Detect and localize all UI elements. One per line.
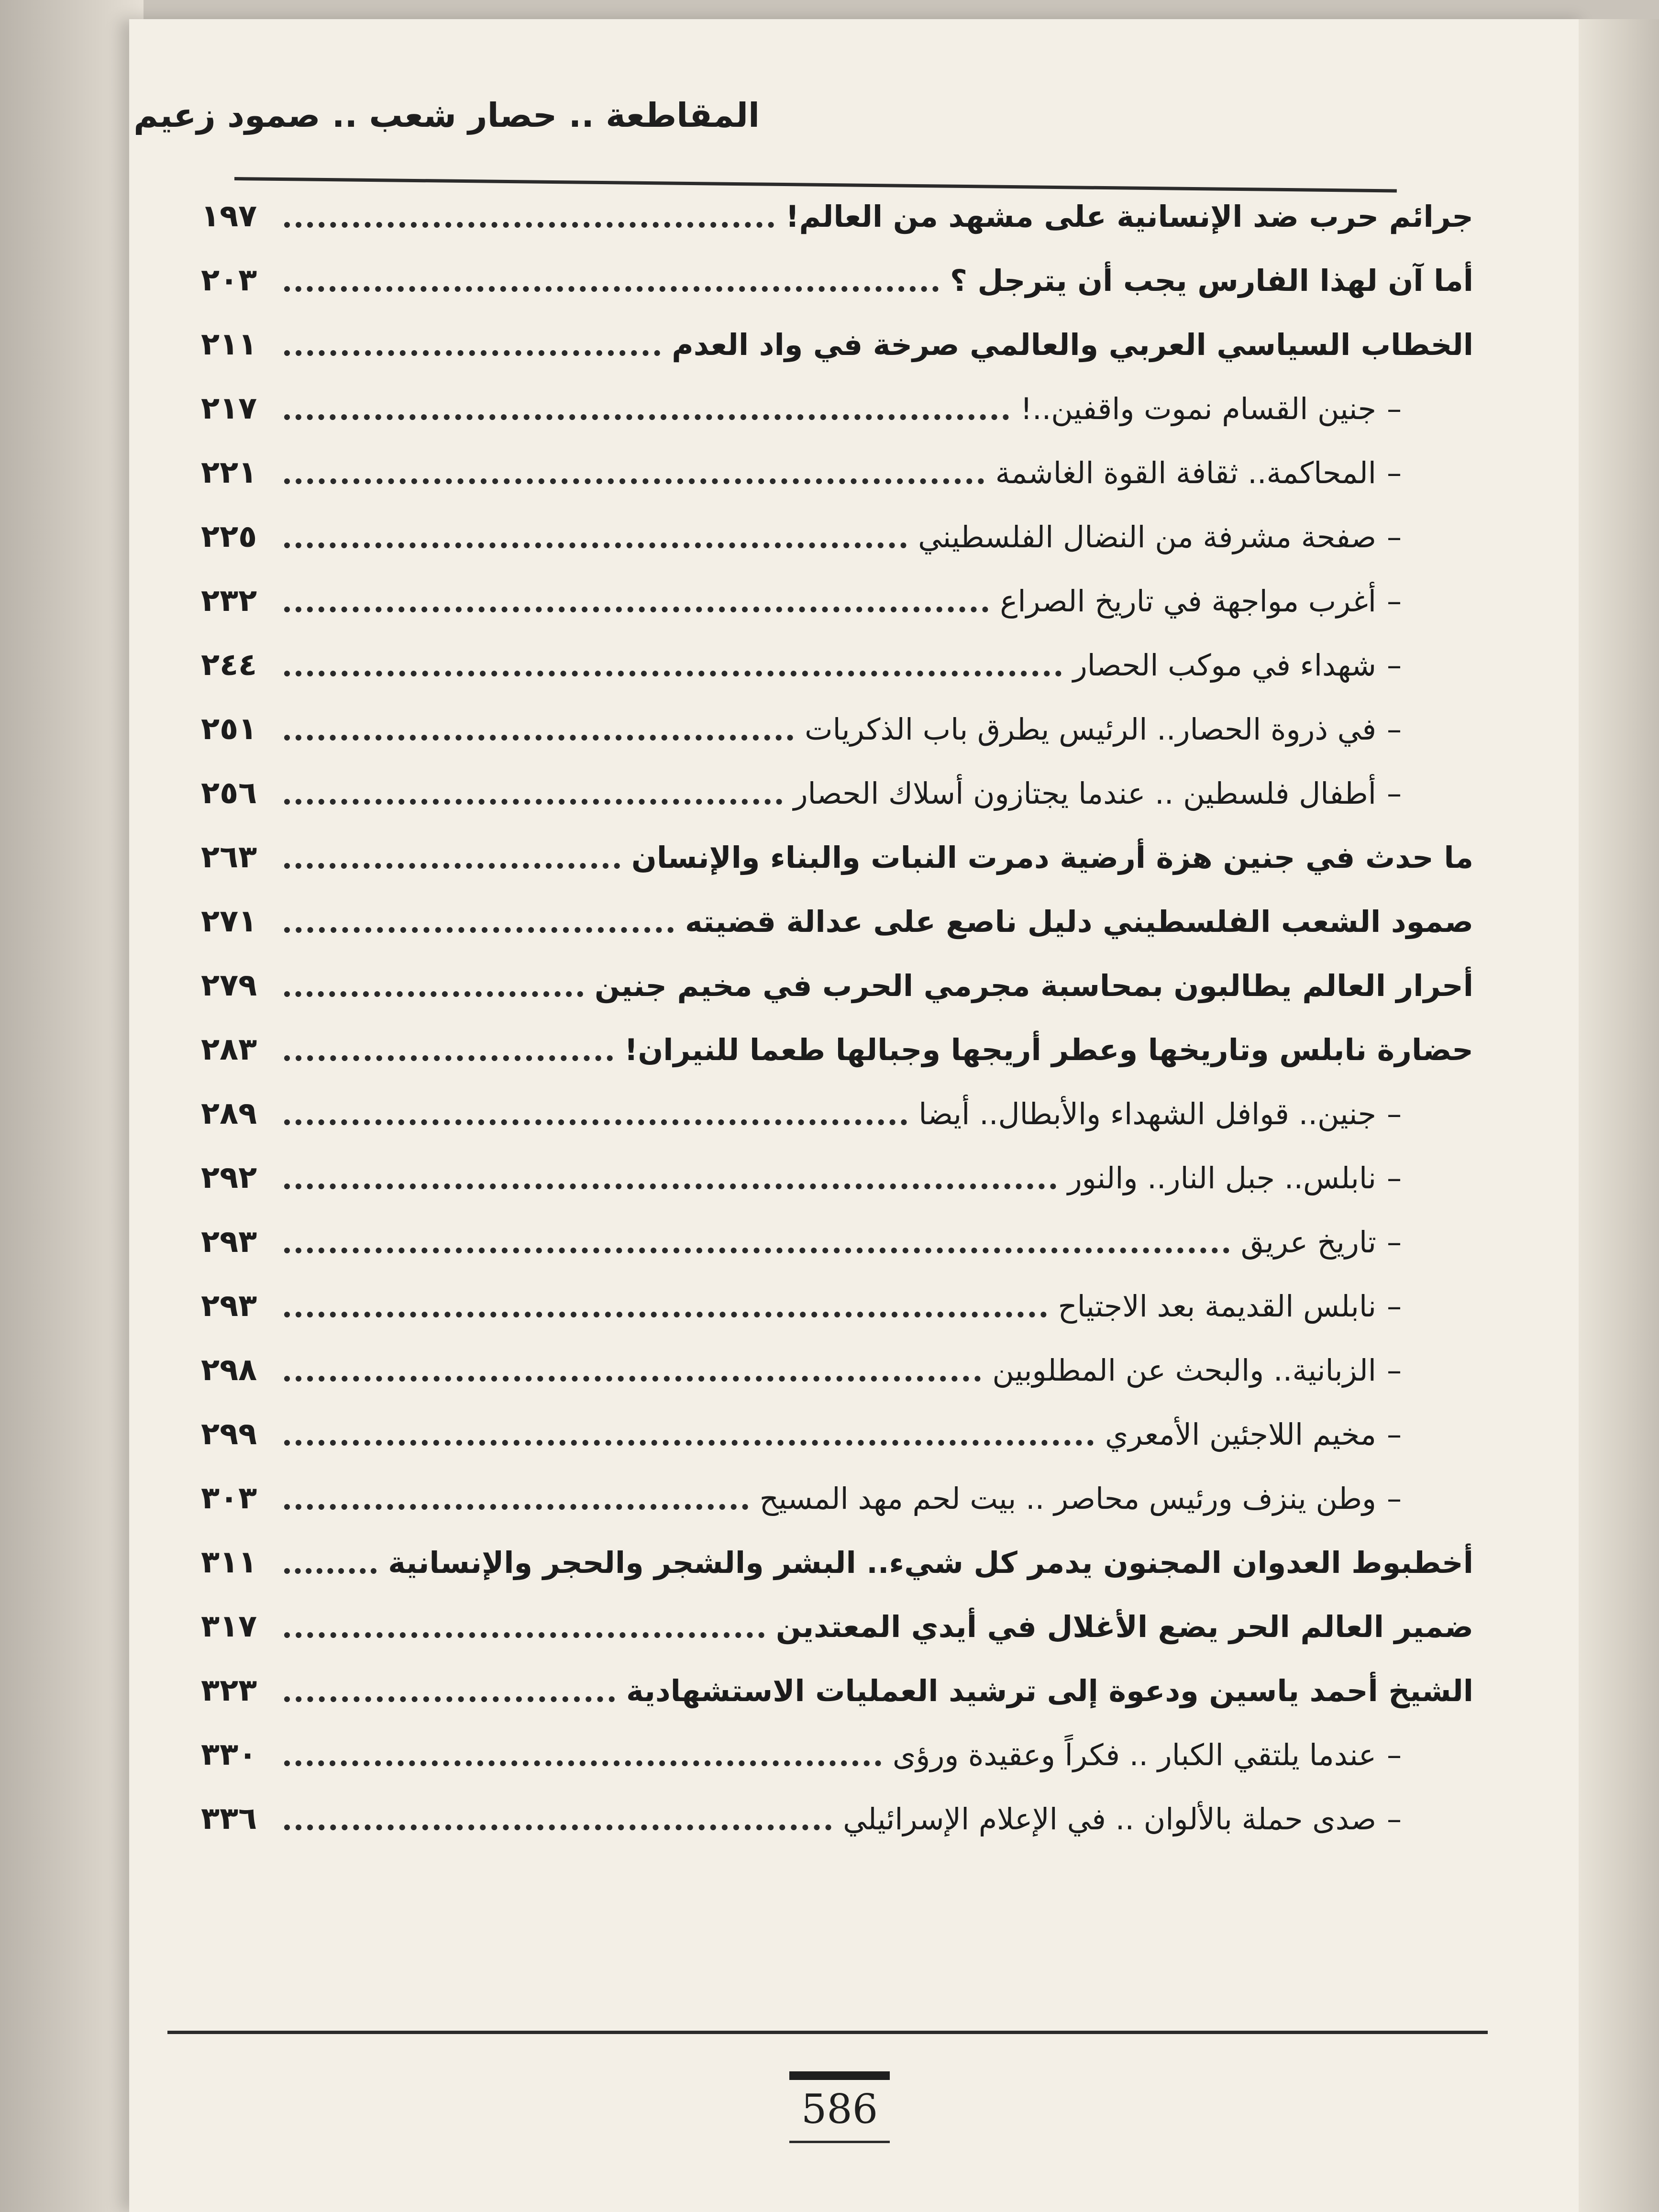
toc-sub-dash: – — [1387, 1224, 1402, 1260]
toc-page-number: ٢٨٣ — [201, 1032, 257, 1067]
toc-page-number: ٢٢١ — [201, 455, 257, 490]
toc-leader-dots — [284, 1183, 1056, 1189]
toc-entry-title — [918, 520, 1473, 554]
toc-entry-text: نابلس القديمة بعد الاجتياح — [1058, 1288, 1376, 1324]
toc-leader-dots — [284, 1760, 881, 1766]
toc-page-number: ٣١١ — [201, 1545, 257, 1580]
toc-entry — [201, 1466, 1473, 1530]
toc-entry-text: نابلس.. جبل النار.. والنور — [1067, 1160, 1376, 1195]
toc-page-number: ٢٠٣ — [201, 263, 257, 298]
toc-page-number: ٢٤٤ — [201, 647, 257, 683]
toc-entry-title — [776, 1609, 1473, 1644]
toc-leader-dots — [284, 286, 939, 292]
toc-sub-dash: – — [1387, 583, 1402, 619]
toc-page-number: ٣٠٣ — [201, 1481, 257, 1516]
toc-entry-title — [1000, 584, 1473, 619]
toc-entry-text: مخيم اللاجئين الأمعري — [1105, 1416, 1376, 1452]
toc-leader-dots — [284, 1568, 376, 1574]
toc-entry-title — [794, 776, 1473, 811]
toc-leader-dots — [284, 863, 620, 869]
toc-entry-title — [785, 199, 1473, 234]
toc-leader-dots — [284, 1312, 1047, 1317]
toc-entry-title — [1105, 1417, 1473, 1452]
toc-page-number: ٢٧٩ — [201, 968, 257, 1003]
toc-entry — [201, 1082, 1473, 1146]
toc-sub-dash: – — [1387, 1096, 1402, 1131]
toc-entry-text: أحرار العالم يطالبون بمحاسبة مجرمي الحرب في مخيم جنين — [594, 968, 1473, 1003]
toc-entry — [201, 697, 1473, 761]
page-number: 586 — [801, 2086, 878, 2133]
toc-page-number: ٢٩٣ — [201, 1224, 257, 1260]
toc-entry-text: جرائم حرب ضد الإنسانية على مشهد من العالم! — [785, 199, 1473, 234]
toc-entry — [201, 761, 1473, 825]
toc-sub-dash: – — [1387, 1352, 1402, 1388]
toc-leader-dots — [284, 1825, 831, 1830]
toc-leader-dots — [284, 607, 988, 612]
toc-entry-title — [1241, 1225, 1473, 1260]
toc-entry — [201, 1787, 1473, 1851]
toc-leader-dots — [284, 350, 660, 356]
toc-entry-title — [760, 1481, 1473, 1516]
toc-entry-text: أما آن لهذا الفارس يجب أن يترجل ؟ — [950, 263, 1473, 298]
toc-sub-dash: – — [1387, 711, 1402, 747]
toc-entry — [201, 441, 1473, 505]
toc-entry-title — [1058, 1289, 1473, 1324]
toc-entry — [201, 953, 1473, 1018]
toc-entry-text: جنين القسام نموت واقفين..! — [1020, 391, 1376, 426]
toc-entry-title — [805, 712, 1473, 747]
toc-page-number: ٢٣٢ — [201, 583, 257, 619]
toc-entry — [201, 312, 1473, 376]
toc-leader-dots — [284, 1376, 981, 1382]
toc-sub-dash: – — [1387, 647, 1402, 683]
toc-entry-title — [995, 455, 1473, 490]
toc-entry-title — [388, 1545, 1473, 1580]
toc-leader-dots — [284, 927, 674, 933]
toc-entry-title — [1073, 648, 1473, 683]
toc-sub-dash: – — [1387, 455, 1402, 490]
toc-entry-text: عندما يلتقي الكبار .. فكراً وعقيدة ورؤى — [892, 1737, 1376, 1772]
toc-entry — [201, 1018, 1473, 1082]
toc-page-number: ٢٥١ — [201, 711, 257, 747]
toc-entry-text: في ذروة الحصار.. الرئيس يطرق باب الذكريات — [805, 711, 1376, 747]
toc-entry-text: الخطاب السياسي العربي والعالمي صرخة في واد العدم — [672, 327, 1473, 362]
page-number-bar — [789, 2071, 890, 2080]
toc-entry-text: حضارة نابلس وتاريخها وعطر أريجها وجبالها طعما للنيران! — [624, 1032, 1473, 1067]
toc-leader-dots — [284, 1696, 615, 1702]
toc-entry-text: شهداء في موكب الحصار — [1073, 647, 1376, 683]
toc-entry-title — [685, 904, 1473, 939]
toc-leader-dots — [284, 671, 1062, 676]
toc-sub-dash: – — [1387, 1288, 1402, 1324]
toc-entry — [201, 825, 1473, 889]
toc-entry — [201, 1210, 1473, 1274]
facing-page — [0, 0, 144, 2212]
toc-page-number: ٢٨٩ — [201, 1096, 257, 1131]
toc-page-number: ٣٢٣ — [201, 1673, 257, 1708]
toc-entry — [201, 1274, 1473, 1338]
toc-entry — [201, 569, 1473, 633]
toc-leader-dots — [284, 1440, 1094, 1446]
toc-entry-text: صدى حملة بالألوان .. في الإعلام الإسرائيلي — [843, 1801, 1376, 1836]
toc-entry — [201, 1723, 1473, 1787]
toc-page-number: ٢٦٣ — [201, 840, 257, 875]
page-number-underline — [789, 2141, 890, 2143]
toc-leader-dots — [284, 222, 774, 228]
toc-leader-dots — [284, 542, 907, 548]
running-header: المقاطعة .. حصار شعب .. صمود زعيم — [133, 96, 760, 135]
toc-page-number: ٢١٧ — [201, 391, 257, 426]
toc-entry-text: أطفال فلسطين .. عندما يجتازون أسلاك الحصار — [793, 775, 1376, 811]
toc-page-number: ٢٧١ — [201, 904, 257, 939]
toc-entry-title — [843, 1802, 1473, 1836]
toc-entry — [201, 505, 1473, 569]
toc-entry-text: صمود الشعب الفلسطيني دليل ناصع على عدالة قضيته — [685, 904, 1473, 939]
toc-entry-text: صفحة مشرفة من النضال الفلسطيني — [918, 519, 1376, 554]
toc-entry-title — [1068, 1161, 1473, 1195]
toc-page-number: ١٩٧ — [201, 199, 257, 234]
toc-sub-dash: – — [1387, 1416, 1402, 1452]
toc-entry — [201, 1146, 1473, 1210]
toc-page-number: ٢٩٩ — [201, 1416, 257, 1452]
toc-entry — [201, 1594, 1473, 1659]
toc-leader-dots — [284, 1119, 907, 1125]
toc-entry — [201, 1530, 1473, 1594]
toc-leader-dots — [284, 799, 782, 805]
toc-entry-title — [1020, 391, 1473, 426]
toc-entry-title — [624, 1032, 1473, 1067]
toc-entry-text: تاريخ عريق — [1240, 1224, 1376, 1260]
footer-rule — [167, 2031, 1488, 2034]
toc-entry-title — [918, 1096, 1473, 1131]
table-of-contents — [201, 184, 1473, 1851]
toc-entry-text: أخطبوط العدوان المجنون يدمر كل شيء.. البشر والشجر والحجر والإنسانية — [388, 1545, 1473, 1580]
toc-entry — [201, 248, 1473, 312]
toc-page-number: ٢٩٢ — [201, 1160, 257, 1195]
toc-leader-dots — [284, 735, 793, 741]
toc-leader-dots — [284, 1055, 613, 1061]
toc-page-number: ٢٩٣ — [201, 1288, 257, 1324]
toc-entry — [201, 184, 1473, 248]
toc-leader-dots — [284, 991, 583, 997]
toc-entry — [201, 376, 1473, 441]
toc-leader-dots — [284, 414, 1009, 420]
toc-page-number: ٢٥٦ — [201, 775, 257, 811]
toc-entry — [201, 1402, 1473, 1466]
toc-entry-text: أغرب مواجهة في تاريخ الصراع — [1000, 583, 1376, 619]
toc-entry-text: المحاكمة.. ثقافة القوة الغاشمة — [995, 455, 1376, 490]
toc-page-number: ٣١٧ — [201, 1609, 257, 1644]
page-edge — [1579, 19, 1659, 2212]
toc-entry-title — [631, 840, 1473, 875]
toc-entry-text: ما حدث في جنين هزة أرضية دمرت النبات والبناء والإنسان — [631, 840, 1473, 875]
toc-sub-dash: – — [1387, 1801, 1402, 1836]
toc-entry-title — [626, 1673, 1473, 1708]
toc-entry-text: وطن ينزف ورئيس محاصر .. بيت لحم مهد المسيح — [759, 1481, 1376, 1516]
toc-sub-dash: – — [1387, 1737, 1402, 1772]
toc-entry-text: الزبانية.. والبحث عن المطلوبين — [992, 1352, 1376, 1388]
toc-entry-title — [992, 1353, 1473, 1388]
toc-sub-dash: – — [1387, 1481, 1402, 1516]
toc-page-number: ٢٩٨ — [201, 1352, 257, 1388]
toc-leader-dots — [284, 1632, 764, 1638]
toc-entry-title — [672, 327, 1473, 362]
toc-entry-title — [595, 968, 1473, 1003]
toc-entry-title — [893, 1737, 1473, 1772]
toc-entry-text: جنين.. قوافل الشهداء والأبطال.. أيضا — [918, 1096, 1376, 1131]
toc-entry — [201, 889, 1473, 953]
toc-leader-dots — [284, 1248, 1229, 1253]
toc-sub-dash: – — [1387, 391, 1402, 426]
toc-sub-dash: – — [1387, 519, 1402, 554]
toc-page-number: ٣٣٠ — [201, 1737, 257, 1772]
toc-leader-dots — [284, 1504, 748, 1510]
toc-sub-dash: – — [1387, 1160, 1402, 1195]
toc-sub-dash: – — [1387, 775, 1402, 811]
toc-entry-text: ضمير العالم الحر يضع الأغلال في أيدي المعتدين — [775, 1609, 1473, 1644]
toc-page-number: ٢١١ — [201, 327, 257, 362]
toc-entry-text: الشيخ أحمد ياسين ودعوة إلى ترشيد العمليات الاستشهادية — [626, 1673, 1473, 1708]
toc-page-number: ٢٢٥ — [201, 519, 257, 554]
toc-leader-dots — [284, 478, 984, 484]
toc-entry-title — [950, 263, 1473, 298]
toc-page-number: ٣٣٦ — [201, 1801, 257, 1836]
toc-entry — [201, 633, 1473, 697]
toc-entry — [201, 1659, 1473, 1723]
toc-entry — [201, 1338, 1473, 1402]
